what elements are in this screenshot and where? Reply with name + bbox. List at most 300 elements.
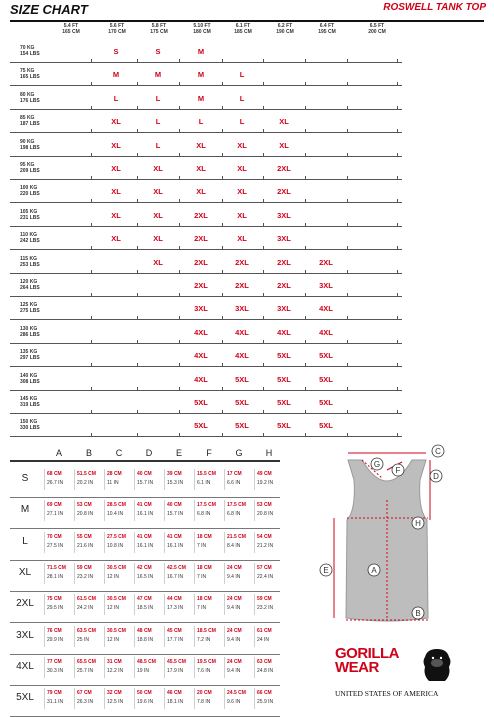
weight-kg: 90 KG xyxy=(20,138,35,145)
diagram-label-f-text: F xyxy=(395,466,401,475)
measure-cm: 20 CM xyxy=(197,690,212,697)
measure-in: 30.3 IN xyxy=(47,667,64,674)
measure-in: 20.8 IN xyxy=(257,511,274,518)
size-cell: 3XL xyxy=(235,304,249,314)
size-cell: 2XL xyxy=(235,257,249,267)
measure-cell xyxy=(224,563,254,584)
measure-cell xyxy=(164,688,194,709)
size-cell: 3XL xyxy=(277,210,291,220)
measure-in: 17.7 IN xyxy=(167,636,184,643)
measure-cell xyxy=(254,626,284,647)
measure-in: 27.1 IN xyxy=(47,511,64,518)
size-cell: L xyxy=(239,93,245,103)
measure-cm: 51.5 CM xyxy=(77,471,96,477)
measure-cell xyxy=(224,469,254,490)
size-cell: XL xyxy=(237,187,247,197)
measure-cm: 18.5 CM xyxy=(197,627,216,634)
measure-cm: 17.5 CM xyxy=(197,502,216,509)
measure-cell xyxy=(194,500,224,521)
tank-top-diagram xyxy=(312,440,462,630)
size-cell: 5XL xyxy=(194,398,208,407)
measure-in: 9.4 IN xyxy=(227,667,241,674)
measure-cell xyxy=(134,657,164,678)
measure-cell xyxy=(134,469,164,490)
size-cell: XL xyxy=(237,234,247,244)
height-ft: 6.4 FT xyxy=(319,23,335,29)
height-column-header xyxy=(138,23,180,35)
weight-row xyxy=(10,344,402,367)
measure-cm: 24 CM xyxy=(227,596,242,603)
measure-size-label: 3XL xyxy=(16,629,34,641)
measure-cell xyxy=(104,657,134,678)
measure-column-header: G xyxy=(235,448,243,458)
measure-cm: 40 CM xyxy=(167,502,182,509)
measure-in: 12 IN xyxy=(107,605,119,612)
height-cm: 200 CM xyxy=(368,29,386,35)
measure-cm: 48.5 CM xyxy=(137,658,156,665)
measure-row xyxy=(10,590,280,623)
size-cell: 5XL xyxy=(319,351,333,361)
measure-in: 12 IN xyxy=(107,636,119,643)
diagram-label-g-text: G xyxy=(373,460,381,469)
size-cell: 2XL xyxy=(194,234,208,244)
measure-cell xyxy=(164,469,194,490)
measure-cm: 71.5 CM xyxy=(47,564,66,571)
measure-cm: 70 CM xyxy=(47,533,62,540)
diagram-label-g xyxy=(371,458,383,470)
measure-in: 17.3 IN xyxy=(167,605,184,612)
height-cm: 180 CM xyxy=(193,29,211,35)
measure-in: 12.5 IN xyxy=(107,699,124,706)
size-cell: 2XL xyxy=(277,164,291,173)
measure-size-label: 4XL xyxy=(16,660,34,672)
measure-cell xyxy=(164,657,194,678)
measure-in: 15.7 IN xyxy=(167,511,184,518)
measure-cm: 32 CM xyxy=(107,690,122,697)
weight-row xyxy=(10,204,402,227)
measure-in: 18.1 IN xyxy=(167,699,184,706)
weight-lbs: 319 LBS xyxy=(20,402,40,408)
weight-lbs: 231 LBS xyxy=(20,214,40,221)
weight-lbs: 330 LBS xyxy=(20,425,40,432)
measure-cell xyxy=(134,563,164,584)
weight-lbs: 242 LBS xyxy=(20,238,40,245)
weight-row xyxy=(10,87,402,110)
size-cell: XL xyxy=(196,164,206,173)
weight-label xyxy=(20,139,40,151)
measure-cm: 30.5 CM xyxy=(107,596,126,603)
weight-lbs: 154 LBS xyxy=(20,51,40,57)
height-ft: 5.4 FT xyxy=(63,23,79,29)
diagram-label-d-text: D xyxy=(433,472,439,481)
weight-row xyxy=(10,251,402,274)
size-cell: L xyxy=(113,93,119,103)
measure-cell xyxy=(74,594,104,615)
size-cell: 4XL xyxy=(319,304,333,314)
measure-cell xyxy=(74,688,104,709)
weight-lbs: 308 LBS xyxy=(20,378,40,385)
brand-country: UNITED STATES OF AMERICA xyxy=(335,689,439,698)
height-column-header xyxy=(356,23,398,35)
measure-cm: 39 CM xyxy=(167,471,182,477)
size-cell: L xyxy=(155,93,161,103)
measure-cell xyxy=(104,626,134,647)
measure-in: 15.3 IN xyxy=(167,480,184,486)
measure-in: 6.8 IN xyxy=(197,511,211,518)
measure-cell xyxy=(104,469,134,490)
weight-lbs: 286 LBS xyxy=(20,331,40,338)
weight-row xyxy=(10,321,402,344)
weight-row xyxy=(10,40,402,63)
measure-cm: 21.5 CM xyxy=(227,533,246,540)
measure-cm: 15.5 CM xyxy=(197,471,216,477)
measure-row xyxy=(10,496,280,529)
measure-cell xyxy=(224,594,254,615)
diagram-label-e xyxy=(320,564,332,576)
diagram-label-b-text: B xyxy=(415,609,421,618)
weight-kg: 145 KG xyxy=(20,396,38,402)
measure-in: 24 IN xyxy=(257,636,269,643)
size-cell: XL xyxy=(279,117,289,127)
height-column-header xyxy=(96,23,138,35)
measure-row xyxy=(10,559,280,592)
measure-in: 20.8 IN xyxy=(77,511,94,518)
size-cell: 2XL xyxy=(194,281,208,290)
size-cell: XL xyxy=(279,140,289,150)
size-cell: M xyxy=(197,47,205,56)
measure-cell xyxy=(194,626,224,647)
weight-kg: 125 KG xyxy=(20,302,38,309)
weight-label xyxy=(20,92,40,104)
measure-in: 15.7 IN xyxy=(137,480,154,486)
measure-cm: 61.5 CM xyxy=(77,596,96,603)
measure-in: 7 IN xyxy=(197,542,207,549)
size-cell: XL xyxy=(237,210,247,220)
weight-kg: 140 KG xyxy=(20,372,38,379)
measure-cell xyxy=(74,500,104,521)
measure-row xyxy=(10,528,280,561)
measure-cm: 41 CM xyxy=(167,533,182,540)
measure-column-header: C xyxy=(115,448,123,458)
height-ft: 6.2 FT xyxy=(277,23,293,29)
measure-in: 7.6 IN xyxy=(197,667,211,674)
weight-label xyxy=(20,115,40,127)
measure-cell xyxy=(74,563,104,584)
measure-cm: 30.5 CM xyxy=(107,627,126,634)
measure-cm: 30.5 CM xyxy=(107,564,126,571)
size-cell: XL xyxy=(111,140,121,150)
diagram-label-c xyxy=(432,445,444,457)
measure-cm: 17.5 CM xyxy=(227,502,246,509)
size-cell: 5XL xyxy=(235,421,249,431)
measure-column-header: A xyxy=(55,448,62,458)
measure-cell xyxy=(194,532,224,553)
weight-label xyxy=(20,302,40,314)
measure-cm: 65.5 CM xyxy=(77,658,96,665)
weight-kg: 70 KG xyxy=(20,45,35,51)
measure-in: 23.2 IN xyxy=(257,605,274,612)
height-column-header xyxy=(181,23,223,35)
measure-cell xyxy=(164,500,194,521)
measure-cm: 45.5 CM xyxy=(167,658,186,665)
weight-kg: 100 KG xyxy=(20,185,38,192)
size-cell: L xyxy=(239,70,245,80)
weight-row xyxy=(10,63,402,86)
measure-column-header: H xyxy=(265,448,273,458)
measure-cm: 69 CM xyxy=(47,502,62,509)
weight-label xyxy=(20,162,40,174)
measure-row xyxy=(10,622,280,655)
measure-cell xyxy=(224,657,254,678)
weight-lbs: 220 LBS xyxy=(20,191,40,198)
measure-cell xyxy=(104,594,134,615)
measure-column-header: F xyxy=(206,448,212,458)
measure-row xyxy=(10,465,280,498)
weight-kg: 85 KG xyxy=(20,115,35,122)
measure-cm: 24 CM xyxy=(227,658,242,665)
measure-cm: 63.5 CM xyxy=(77,627,96,634)
diagram-label-h-text: H xyxy=(415,519,421,528)
height-ft: 5.10 FT xyxy=(193,23,211,29)
measure-size-label: 5XL xyxy=(16,692,34,704)
weight-kg: 105 KG xyxy=(20,208,38,215)
measure-cm: 41 CM xyxy=(137,533,152,540)
measure-cell xyxy=(44,532,74,553)
weight-lbs: 209 LBS xyxy=(20,168,40,174)
measure-in: 20.2 IN xyxy=(77,480,94,486)
size-cell: XL xyxy=(153,187,163,197)
measure-in: 24.8 IN xyxy=(257,667,274,674)
brand-logo xyxy=(335,645,455,705)
weight-label xyxy=(20,396,40,408)
measure-cell xyxy=(104,688,134,709)
size-cell: 2XL xyxy=(235,281,249,290)
measure-cell xyxy=(254,563,284,584)
measure-cm: 54 CM xyxy=(257,533,272,540)
measure-cm: 18 CM xyxy=(197,596,212,603)
weight-label xyxy=(20,256,40,268)
size-cell: XL xyxy=(196,187,206,197)
size-cell: 5XL xyxy=(194,421,208,431)
measure-cm: 79 CM xyxy=(47,690,62,697)
measure-cell xyxy=(164,594,194,615)
measure-column-header: D xyxy=(145,448,153,458)
weight-label xyxy=(20,419,40,431)
size-cell: S xyxy=(155,47,161,56)
size-cell: 5XL xyxy=(277,351,291,361)
measure-cell xyxy=(194,563,224,584)
size-cell: 2XL xyxy=(319,257,333,267)
weight-row xyxy=(10,368,402,391)
measure-cm: 49 CM xyxy=(257,471,272,477)
weight-label xyxy=(20,45,40,57)
size-cell: 2XL xyxy=(277,257,291,267)
size-cell: 3XL xyxy=(277,304,291,314)
height-cm: 175 CM xyxy=(150,29,168,35)
size-cell: 4XL xyxy=(194,327,208,337)
measure-cm: 76 CM xyxy=(47,627,62,634)
measure-cm: 24.5 CM xyxy=(227,690,246,697)
measure-in: 27.5 IN xyxy=(47,542,64,549)
measure-cm: 42.5 CM xyxy=(167,564,186,571)
weight-row xyxy=(10,274,402,297)
height-cm: 190 CM xyxy=(276,29,294,35)
page-title: SIZE CHART xyxy=(10,2,88,17)
measure-cell xyxy=(194,657,224,678)
measure-cm: 59 CM xyxy=(257,596,272,603)
weight-row xyxy=(10,180,402,203)
measure-cell xyxy=(224,688,254,709)
measure-cell xyxy=(44,657,74,678)
diagram-label-e-text: E xyxy=(323,566,329,575)
weight-lbs: 264 LBS xyxy=(20,285,40,291)
size-cell: XL xyxy=(237,140,247,150)
weight-kg: 130 KG xyxy=(20,325,38,332)
measure-in: 19.6 IN xyxy=(137,699,154,706)
diagram-label-d xyxy=(430,470,442,482)
height-column-header xyxy=(306,23,348,35)
measure-cell xyxy=(104,500,134,521)
size-cell: 2XL xyxy=(277,187,291,197)
weight-row xyxy=(10,134,402,157)
size-cell: XL xyxy=(153,210,163,220)
measure-in: 6.8 IN xyxy=(227,511,241,518)
measure-in: 12 IN xyxy=(107,573,119,580)
measure-in: 19 IN xyxy=(137,667,149,674)
measure-size-label: 2XL xyxy=(16,598,34,610)
weight-lbs: 176 LBS xyxy=(20,97,40,104)
weight-kg: 150 KG xyxy=(20,419,38,426)
height-column-header xyxy=(264,23,306,35)
measure-row xyxy=(10,653,280,686)
weight-kg: 95 KG xyxy=(20,162,35,168)
measure-in: 26.3 IN xyxy=(77,699,94,706)
measure-size-label: S xyxy=(21,473,29,484)
diagram-label-b xyxy=(412,607,424,619)
measure-cell xyxy=(44,688,74,709)
measure-cell xyxy=(194,469,224,490)
size-cell: 5XL xyxy=(319,398,333,407)
size-cell: XL xyxy=(153,164,163,173)
measurement-table-top-rule xyxy=(10,460,280,462)
measure-cm: 28.5 CM xyxy=(107,502,126,509)
measure-cell xyxy=(104,532,134,553)
measure-in: 21.6 IN xyxy=(77,542,94,549)
measure-cm: 55 CM xyxy=(77,533,92,540)
measure-cell xyxy=(134,626,164,647)
height-ft: 6.1 FT xyxy=(235,23,251,29)
measure-cm: 31 CM xyxy=(107,658,122,665)
measure-size-label: M xyxy=(20,504,30,516)
weight-row xyxy=(10,110,402,133)
measure-cell xyxy=(224,532,254,553)
measure-cell xyxy=(194,594,224,615)
weight-kg: 115 KG xyxy=(20,255,37,262)
size-cell: L xyxy=(155,117,161,127)
measure-cell xyxy=(254,532,284,553)
measure-cm: 53 CM xyxy=(77,502,92,509)
height-cm: 195 CM xyxy=(318,29,336,35)
measure-in: 10.4 IN xyxy=(107,511,124,518)
measure-in: 25.7 IN xyxy=(77,667,94,674)
weight-lbs: 187 LBS xyxy=(20,121,40,128)
size-cell: 5XL xyxy=(277,421,291,431)
diagram-label-h xyxy=(412,517,424,529)
size-cell: 2XL xyxy=(277,281,291,290)
diagram-label-f xyxy=(392,464,404,476)
gorilla-icon xyxy=(421,647,453,683)
weight-label xyxy=(20,232,40,244)
weight-row xyxy=(10,297,402,320)
measure-in: 9.4 IN xyxy=(227,605,241,612)
measure-in: 9.6 IN xyxy=(227,699,241,706)
weight-kg: 75 KG xyxy=(20,68,35,75)
measure-in: 8.4 IN xyxy=(227,542,241,549)
measure-cell xyxy=(74,532,104,553)
size-cell: M xyxy=(197,93,205,103)
size-cell: 5XL xyxy=(277,374,291,384)
weight-lbs: 165 LBS xyxy=(20,74,40,81)
measure-in: 29.5 IN xyxy=(47,605,64,612)
size-cell: 5XL xyxy=(235,374,249,384)
size-cell: L xyxy=(155,140,161,150)
measure-cm: 18 CM xyxy=(197,564,212,571)
weight-lbs: 297 LBS xyxy=(20,355,40,362)
measure-in: 9.4 IN xyxy=(227,636,241,643)
measure-cell xyxy=(74,626,104,647)
measure-cell xyxy=(104,563,134,584)
measure-cell xyxy=(164,563,194,584)
height-ft: 5.6 FT xyxy=(109,23,125,29)
weight-label xyxy=(20,326,40,338)
measure-cm: 59 CM xyxy=(77,564,92,571)
header-divider xyxy=(10,20,484,22)
measure-cell xyxy=(134,500,164,521)
size-cell: XL xyxy=(111,187,121,197)
size-cell: L xyxy=(239,117,245,127)
measure-cell xyxy=(134,688,164,709)
measure-in: 16.1 IN xyxy=(137,511,154,518)
size-cell: XL xyxy=(196,140,206,150)
measure-in: 18.5 IN xyxy=(137,605,154,612)
size-cell: M xyxy=(197,70,205,80)
measure-cell xyxy=(224,500,254,521)
height-cm: 170 CM xyxy=(108,29,126,35)
measure-in: 11 IN xyxy=(107,480,119,486)
height-cm: 185 CM xyxy=(234,29,252,35)
size-cell: 4XL xyxy=(235,327,249,337)
size-cell: 2XL xyxy=(194,210,208,220)
measure-column-header: E xyxy=(175,448,182,458)
size-cell: L xyxy=(198,117,204,127)
diagram-label-a-text: A xyxy=(371,566,377,575)
measure-cell xyxy=(254,469,284,490)
measure-cell xyxy=(44,594,74,615)
measure-cell xyxy=(254,688,284,709)
measure-in: 6.1 IN xyxy=(197,480,211,486)
measure-in: 6.6 IN xyxy=(227,480,241,486)
measure-cell xyxy=(164,532,194,553)
measure-column-header: B xyxy=(85,448,92,458)
measure-cm: 40 CM xyxy=(137,471,152,477)
measure-cm: 75 CM xyxy=(47,596,62,603)
height-column-header xyxy=(50,23,92,35)
measure-in: 21.2 IN xyxy=(257,542,274,549)
measure-in: 7 IN xyxy=(197,573,207,580)
measure-cell xyxy=(164,626,194,647)
measure-cm: 24 CM xyxy=(227,564,242,571)
measure-in: 16.7 IN xyxy=(167,573,184,580)
